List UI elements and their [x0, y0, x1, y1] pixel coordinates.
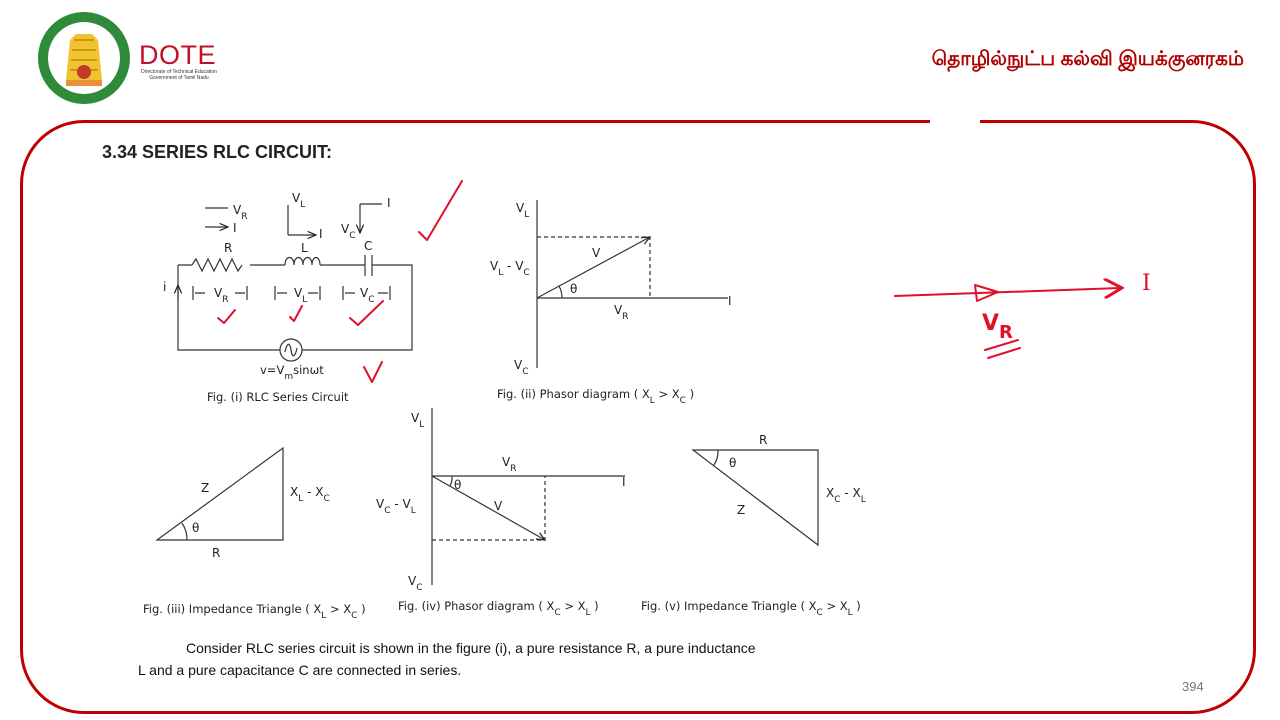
- page-number: 394: [1182, 679, 1204, 694]
- fig1-vr-label: $V_R$: [214, 286, 229, 305]
- fig1-label-c: C: [364, 239, 373, 253]
- fig2-vr-label: $V_R$: [614, 303, 629, 322]
- fig2-i-label: I: [728, 294, 732, 308]
- check-mark-icon: [364, 362, 382, 382]
- fig2-phasor-diagram: [537, 200, 728, 368]
- check-mark-icon: [419, 181, 462, 240]
- fig3-impedance-triangle: [157, 448, 283, 540]
- fig4-vr-label: $V_R$: [502, 455, 517, 474]
- fig5-side-label: $X_C - X_L$: [826, 486, 866, 505]
- brand-sub-2: Government of Tamil Nadu: [149, 75, 209, 81]
- handwritten-annotations: [218, 181, 1120, 382]
- fig1-arrow-i-label: I: [233, 221, 237, 235]
- fig3-r-label: R: [212, 546, 221, 560]
- fig2-vl-label: $V_L$: [516, 201, 530, 220]
- fig1-arrow-vl-label: $V_L$: [292, 191, 306, 210]
- fig5-r-label: R: [759, 433, 768, 447]
- fig2-caption: Fig. (ii) Phasor diagram ( $X_L > X_C$ ): [497, 387, 695, 406]
- fig3-side-label: $X_L - X_C$: [290, 485, 330, 504]
- fig5-z-label: Z: [737, 503, 746, 517]
- fig1-source-label: $v=V_m\sin\omega t$: [260, 363, 324, 382]
- fig3-caption: Fig. (iii) Impedance Triangle ( $X_L > X_C$ ): [143, 602, 366, 621]
- fig2-theta: θ: [570, 282, 578, 296]
- body-line-1: Consider RLC series circuit is shown in the figure (i), a pure resistance R, a pure inductance: [186, 640, 756, 656]
- fig2-diff-label: $V_L - V_C$: [490, 259, 530, 278]
- fig2-vc-label: $V_C$: [514, 358, 529, 377]
- fig3-theta: θ: [192, 521, 200, 535]
- fig4-caption: Fig. (iv) Phasor diagram ( $X_C > X_L$ ): [398, 599, 599, 618]
- fig1-vl-label: $V_L$: [294, 286, 308, 305]
- fig4-diff-label: $V_C - V_L$: [376, 497, 416, 516]
- body-text: [138, 637, 756, 681]
- fig4-phasor-diagram: [432, 408, 625, 585]
- fig4-vl-label: $V_L$: [411, 411, 425, 430]
- fig4-theta: θ: [454, 478, 462, 492]
- fig1-vc-label: $V_C$: [360, 286, 375, 305]
- fig5-caption: Fig. (v) Impedance Triangle ( $X_C > X_L$ ): [641, 599, 861, 618]
- tamil-title: தொழில்நுட்ப கல்வி இயக்குனரகம்: [931, 48, 1244, 70]
- fig1-arrow-vr-label: $V_R$: [233, 203, 248, 222]
- slide-title: 3.34 SERIES RLC CIRCUIT:: [102, 142, 333, 162]
- inductor: [285, 258, 320, 266]
- fig1-label-r: R: [224, 241, 233, 255]
- annotation-i-label: I: [1142, 271, 1151, 296]
- fig1-rlc-circuit: [178, 204, 412, 361]
- fig1-caption: Fig. (i) RLC Series Circuit: [207, 390, 349, 404]
- fig4-vc-label: $V_C$: [408, 574, 423, 593]
- fig1-label-i: i: [163, 280, 167, 294]
- fig5-theta: θ: [729, 456, 737, 470]
- capacitor: [365, 255, 372, 276]
- check-mark-icon: [218, 310, 235, 323]
- fig4-v-label: V: [494, 499, 503, 513]
- current-phasor-arrow: [895, 288, 1120, 296]
- fig3-z-label: Z: [201, 481, 210, 495]
- fig1-arrow-i3-label: I: [387, 196, 391, 210]
- fig2-v-label: V: [592, 246, 601, 260]
- brand-sub-1: Directorate of Technical Education: [141, 69, 217, 75]
- body-line-2: L and a pure capacitance C are connected in series.: [138, 662, 462, 678]
- fig5-impedance-triangle: [693, 450, 818, 545]
- brand-name: DOTE: [139, 40, 217, 70]
- fig1-arrow-i2-label: I: [319, 227, 323, 241]
- check-mark-icon: [290, 306, 302, 321]
- resistor: [192, 259, 242, 271]
- annotation-vr-label: $V_R$: [982, 311, 1013, 343]
- fig1-arrow-vc-label: $V_C$: [341, 222, 356, 241]
- fig1-label-l: L: [301, 241, 308, 255]
- check-mark-icon: [350, 301, 383, 325]
- fig4-i-label: I: [622, 475, 626, 489]
